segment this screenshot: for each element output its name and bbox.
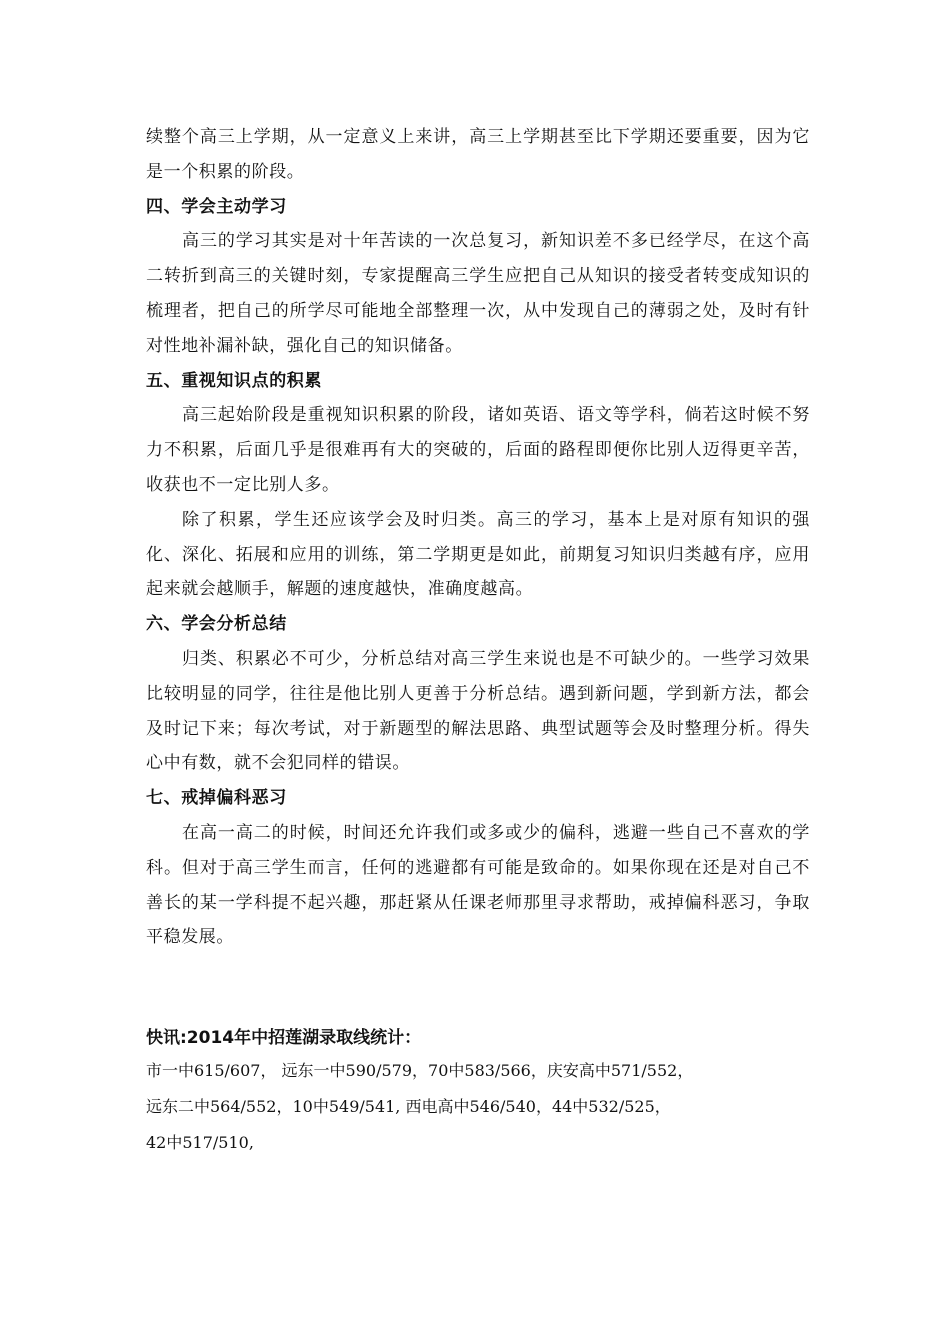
news-flash [146, 1023, 826, 1161]
admission-line-2: 远东二中564/552，10中549/541, 西电高中546/540，44中532/525， [146, 1097, 671, 1116]
continuation-paragraph: 续整个高三上学期，从一定意义上来讲，高三上学期甚至比下学期还要重要，因为它是一个积累的阶段。 [146, 127, 810, 182]
section-heading-6: 六、学会分析总结 [146, 614, 287, 635]
admission-line-1: 市一中615/607， 远东一中590/579，70中583/566，庆安高中571/552， [146, 1061, 694, 1080]
section-5-paragraph-1: 高三起始阶段是重视知识积累的阶段，诸如英语、语文等学科，倘若这时候不努力不积累，后面几乎是很难再有大的突破的，后面的路程即便你比别人迈得更辛苦，收获也不一定比别人多。 [146, 405, 810, 495]
section-heading-4: 四、学会主动学习 [146, 196, 287, 217]
admission-line-3: 42中517/510, [146, 1133, 254, 1152]
article-body [146, 120, 810, 955]
section-heading-5: 五、重视知识点的积累 [146, 370, 322, 391]
section-4-paragraph: 高三的学习其实是对十年苦读的一次总复习，新知识差不多已经学尽，在这个高二转折到高三的关键时刻，专家提醒高三学生应把自己从知识的接受者转变成知识的梳理者，把自己的所学尽可能地全部整理一次，从中发现自己的薄弱之处，及时有针对性地补漏补缺，强化自己的知识储备。 [146, 231, 810, 356]
section-7-paragraph: 在高一高二的时候，时间还允许我们或多或少的偏科，逃避一些自己不喜欢的学科。但对于高三学生而言，任何的逃避都有可能是致命的。如果你现在还是对自己不善长的某一学科提不起兴趣，那赶紧从任课老师那里寻求帮助，戒掉偏科恶习，争取平稳发展。 [146, 822, 810, 948]
news-title: 快讯:2014年中招莲湖录取线统计： [146, 1028, 422, 1048]
section-5-paragraph-2: 除了积累，学生还应该学会及时归类。高三的学习，基本上是对原有知识的强化、深化、拓展和应用的训练，第二学期更是如此，前期复习知识归类越有序，应用起来就会越顺手，解题的速度越快，准确度越高。 [146, 509, 810, 600]
section-heading-7: 七、戒掉偏科恶习 [146, 788, 287, 809]
section-6-paragraph: 归类、积累必不可少，分析总结对高三学生来说也是不可缺少的。一些学习效果比较明显的同学，往往是他比别人更善于分析总结。遇到新问题，学到新方法，都会及时记下来；每次考试，对于新题型的解法思路、典型试题等会及时整理分析。得失心中有数，就不会犯同样的错误。 [146, 648, 810, 774]
